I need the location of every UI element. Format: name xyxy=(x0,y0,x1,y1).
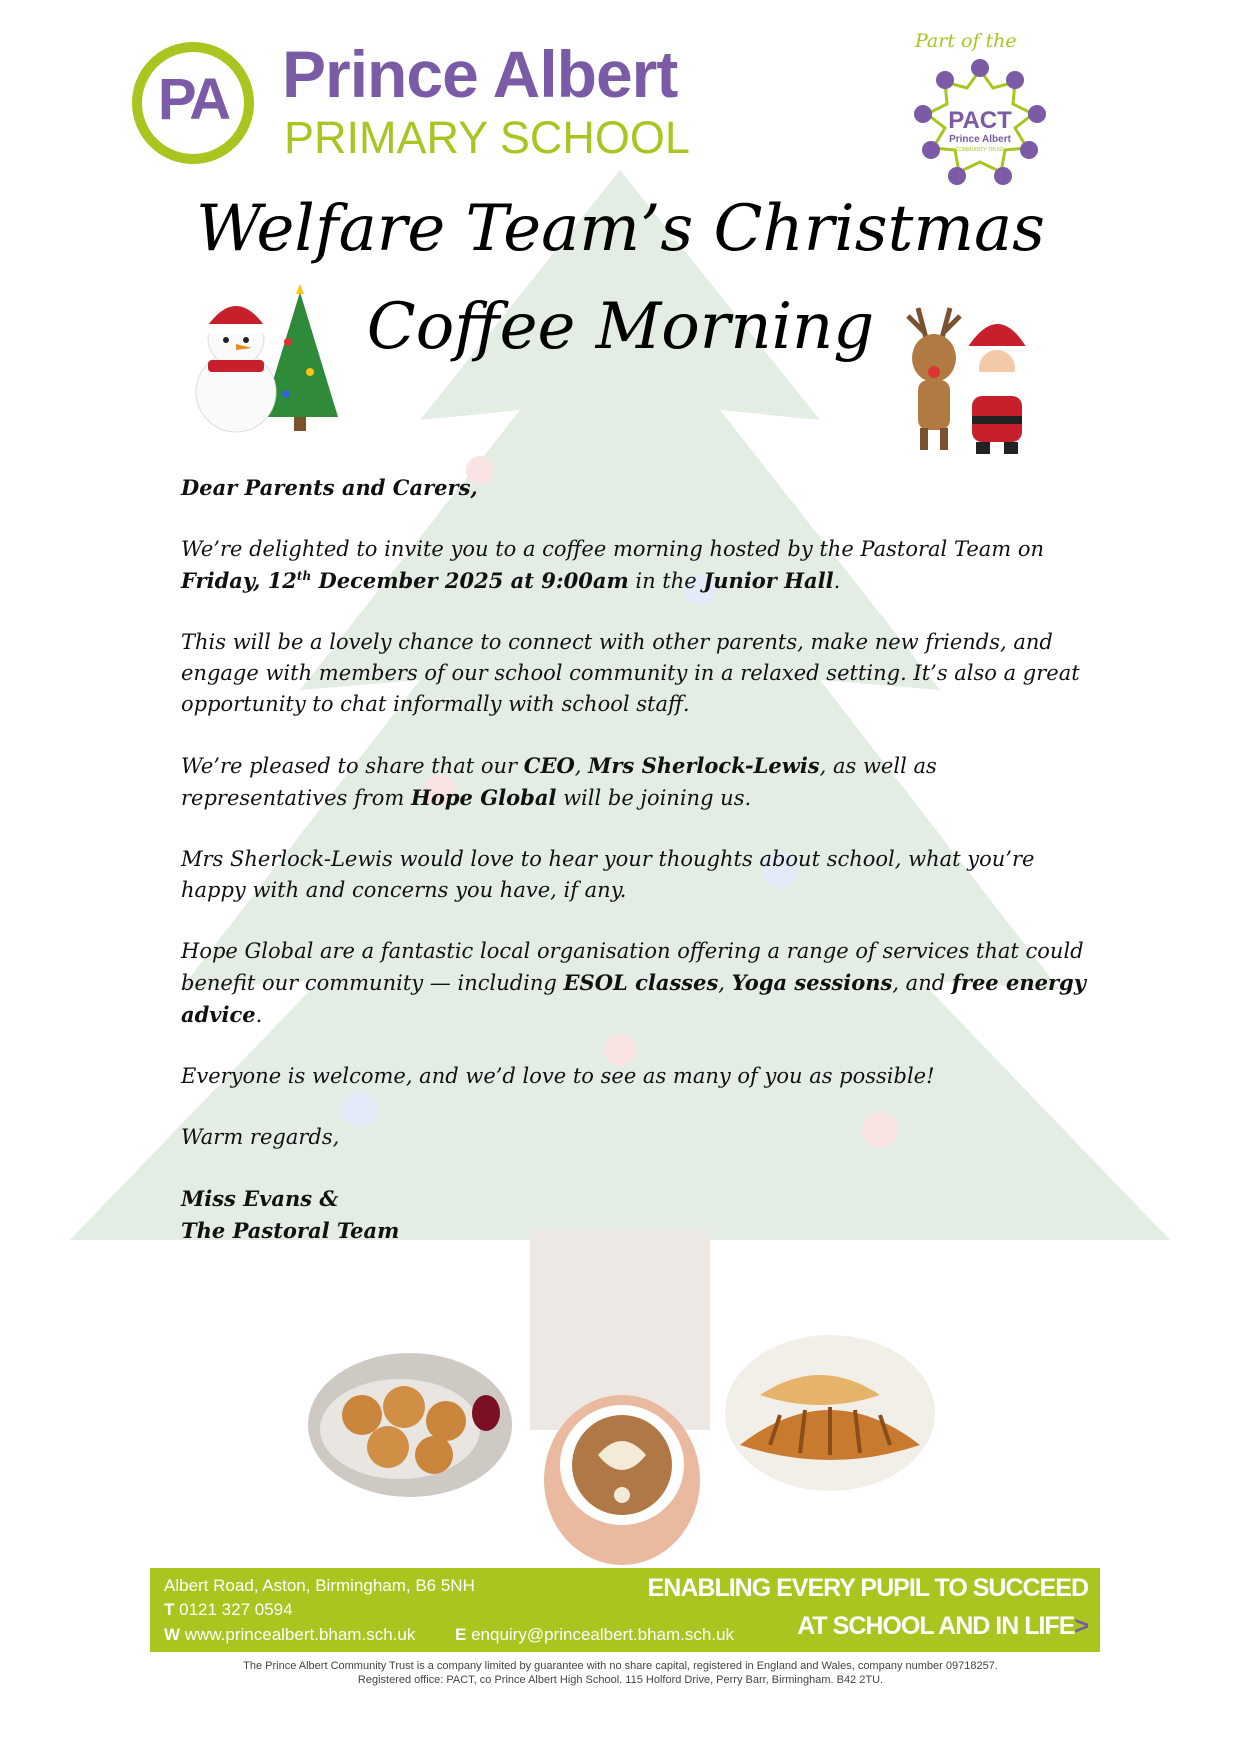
services-paragraph: Hope Global are a fantastic local organisation offering a range of services that could benefit our community — including ESOL classes, Yoga sessions, and free energy advice. xyxy=(181,939,1086,1027)
footer-bar xyxy=(150,1568,1100,1652)
title-line-2: Coffee Morning xyxy=(366,290,875,364)
feedback-paragraph: Mrs Sherlock-Lewis would love to hear your thoughts about school, what you’re happy with and concerns you have, if any. xyxy=(181,847,1035,902)
signature-line-2: The Pastoral Team xyxy=(181,1218,400,1243)
coffee-cup-photo xyxy=(544,1395,700,1565)
connect-paragraph: This will be a lovely chance to connect with other parents, make new friends, and engage with members of our school community in a relaxed setting. It’s also a great opportunity to chat informally with school staff. xyxy=(181,630,1080,716)
pact-small: COMMUNITY TRUST xyxy=(955,147,1005,153)
food-pictures xyxy=(300,1335,950,1565)
date-suffix: th xyxy=(296,569,312,583)
footer-email[interactable]: E enquiry@princealbert.bham.sch.uk xyxy=(455,1625,735,1644)
greeting: Dear Parents and Carers, xyxy=(181,475,478,500)
invitation-paragraph: We’re delighted to invite you to a coffee morning hosted by the Pastoral Team on Friday, 12th December 2025 at 9:00am in the Junior Hall. xyxy=(181,537,1045,593)
logo-letters: PA xyxy=(157,67,229,132)
letter-body xyxy=(181,472,1101,1277)
event-date: December 2025 at 9:00am xyxy=(311,568,629,593)
legal-line-2: Registered office: PACT, co Prince Albert High School. 115 Holford Drive, Perry Barr, Birmingham. B42 2TU. xyxy=(357,1674,884,1686)
footer-phone: T 0121 327 0594 xyxy=(164,1600,293,1619)
signature xyxy=(181,1183,1101,1247)
reindeer-and-santa-icon xyxy=(888,298,1048,458)
pact-tagline: Part of the xyxy=(915,30,1017,52)
ceo-name: Mrs Sherlock-Lewis xyxy=(588,753,820,778)
snowman-with-tree-icon xyxy=(178,282,348,437)
event-day: Friday, 12 xyxy=(181,568,297,593)
legal-line-1: The Prince Albert Community Trust is a company limited by guarantee with no share capital, registered in England and Wales, company number 09718257. xyxy=(243,1660,998,1672)
pact-name: PACT xyxy=(948,107,1012,134)
service-esol: ESOL classes xyxy=(563,970,719,995)
footer-address: Albert Road, Aston, Birmingham, B6 5NH xyxy=(164,1576,475,1595)
school-subtitle: PRIMARY SCHOOL xyxy=(284,112,690,163)
pact-badge xyxy=(905,30,1055,190)
ceo-label: CEO xyxy=(523,753,575,778)
slogan-arrow-icon: > xyxy=(1074,1612,1088,1640)
croissants-photo xyxy=(725,1335,935,1491)
event-venue: Junior Hall xyxy=(703,568,834,593)
org-name: Hope Global xyxy=(411,785,557,810)
slogan-line-1: ENABLING EVERY PUPIL TO SUCCEED xyxy=(647,1574,1088,1602)
welcome-paragraph: Everyone is welcome, and we’d love to see as many of you as possible! xyxy=(181,1064,935,1088)
footer-website[interactable]: W www.princealbert.bham.sch.uk xyxy=(164,1625,416,1644)
school-logo xyxy=(132,37,732,166)
pact-subname: Prince Albert xyxy=(949,134,1011,145)
service-energy: free energy advice xyxy=(181,970,1086,1027)
pact-emblem xyxy=(905,58,1055,190)
signature-line-1: Miss Evans & xyxy=(181,1186,339,1211)
school-name: Prince Albert xyxy=(282,37,678,111)
closing: Warm regards, xyxy=(181,1125,340,1149)
guests-paragraph: We’re pleased to share that our CEO, Mrs Sherlock-Lewis, as well as representatives from Hope Global will be joining us. xyxy=(181,753,937,810)
slogan-line-2: AT SCHOOL AND IN LIFE> xyxy=(797,1612,1088,1640)
service-yoga: Yoga sessions xyxy=(731,970,893,995)
title-line-1: Welfare Team’s Christmas xyxy=(195,192,1046,266)
mince-pies-photo xyxy=(308,1353,512,1497)
